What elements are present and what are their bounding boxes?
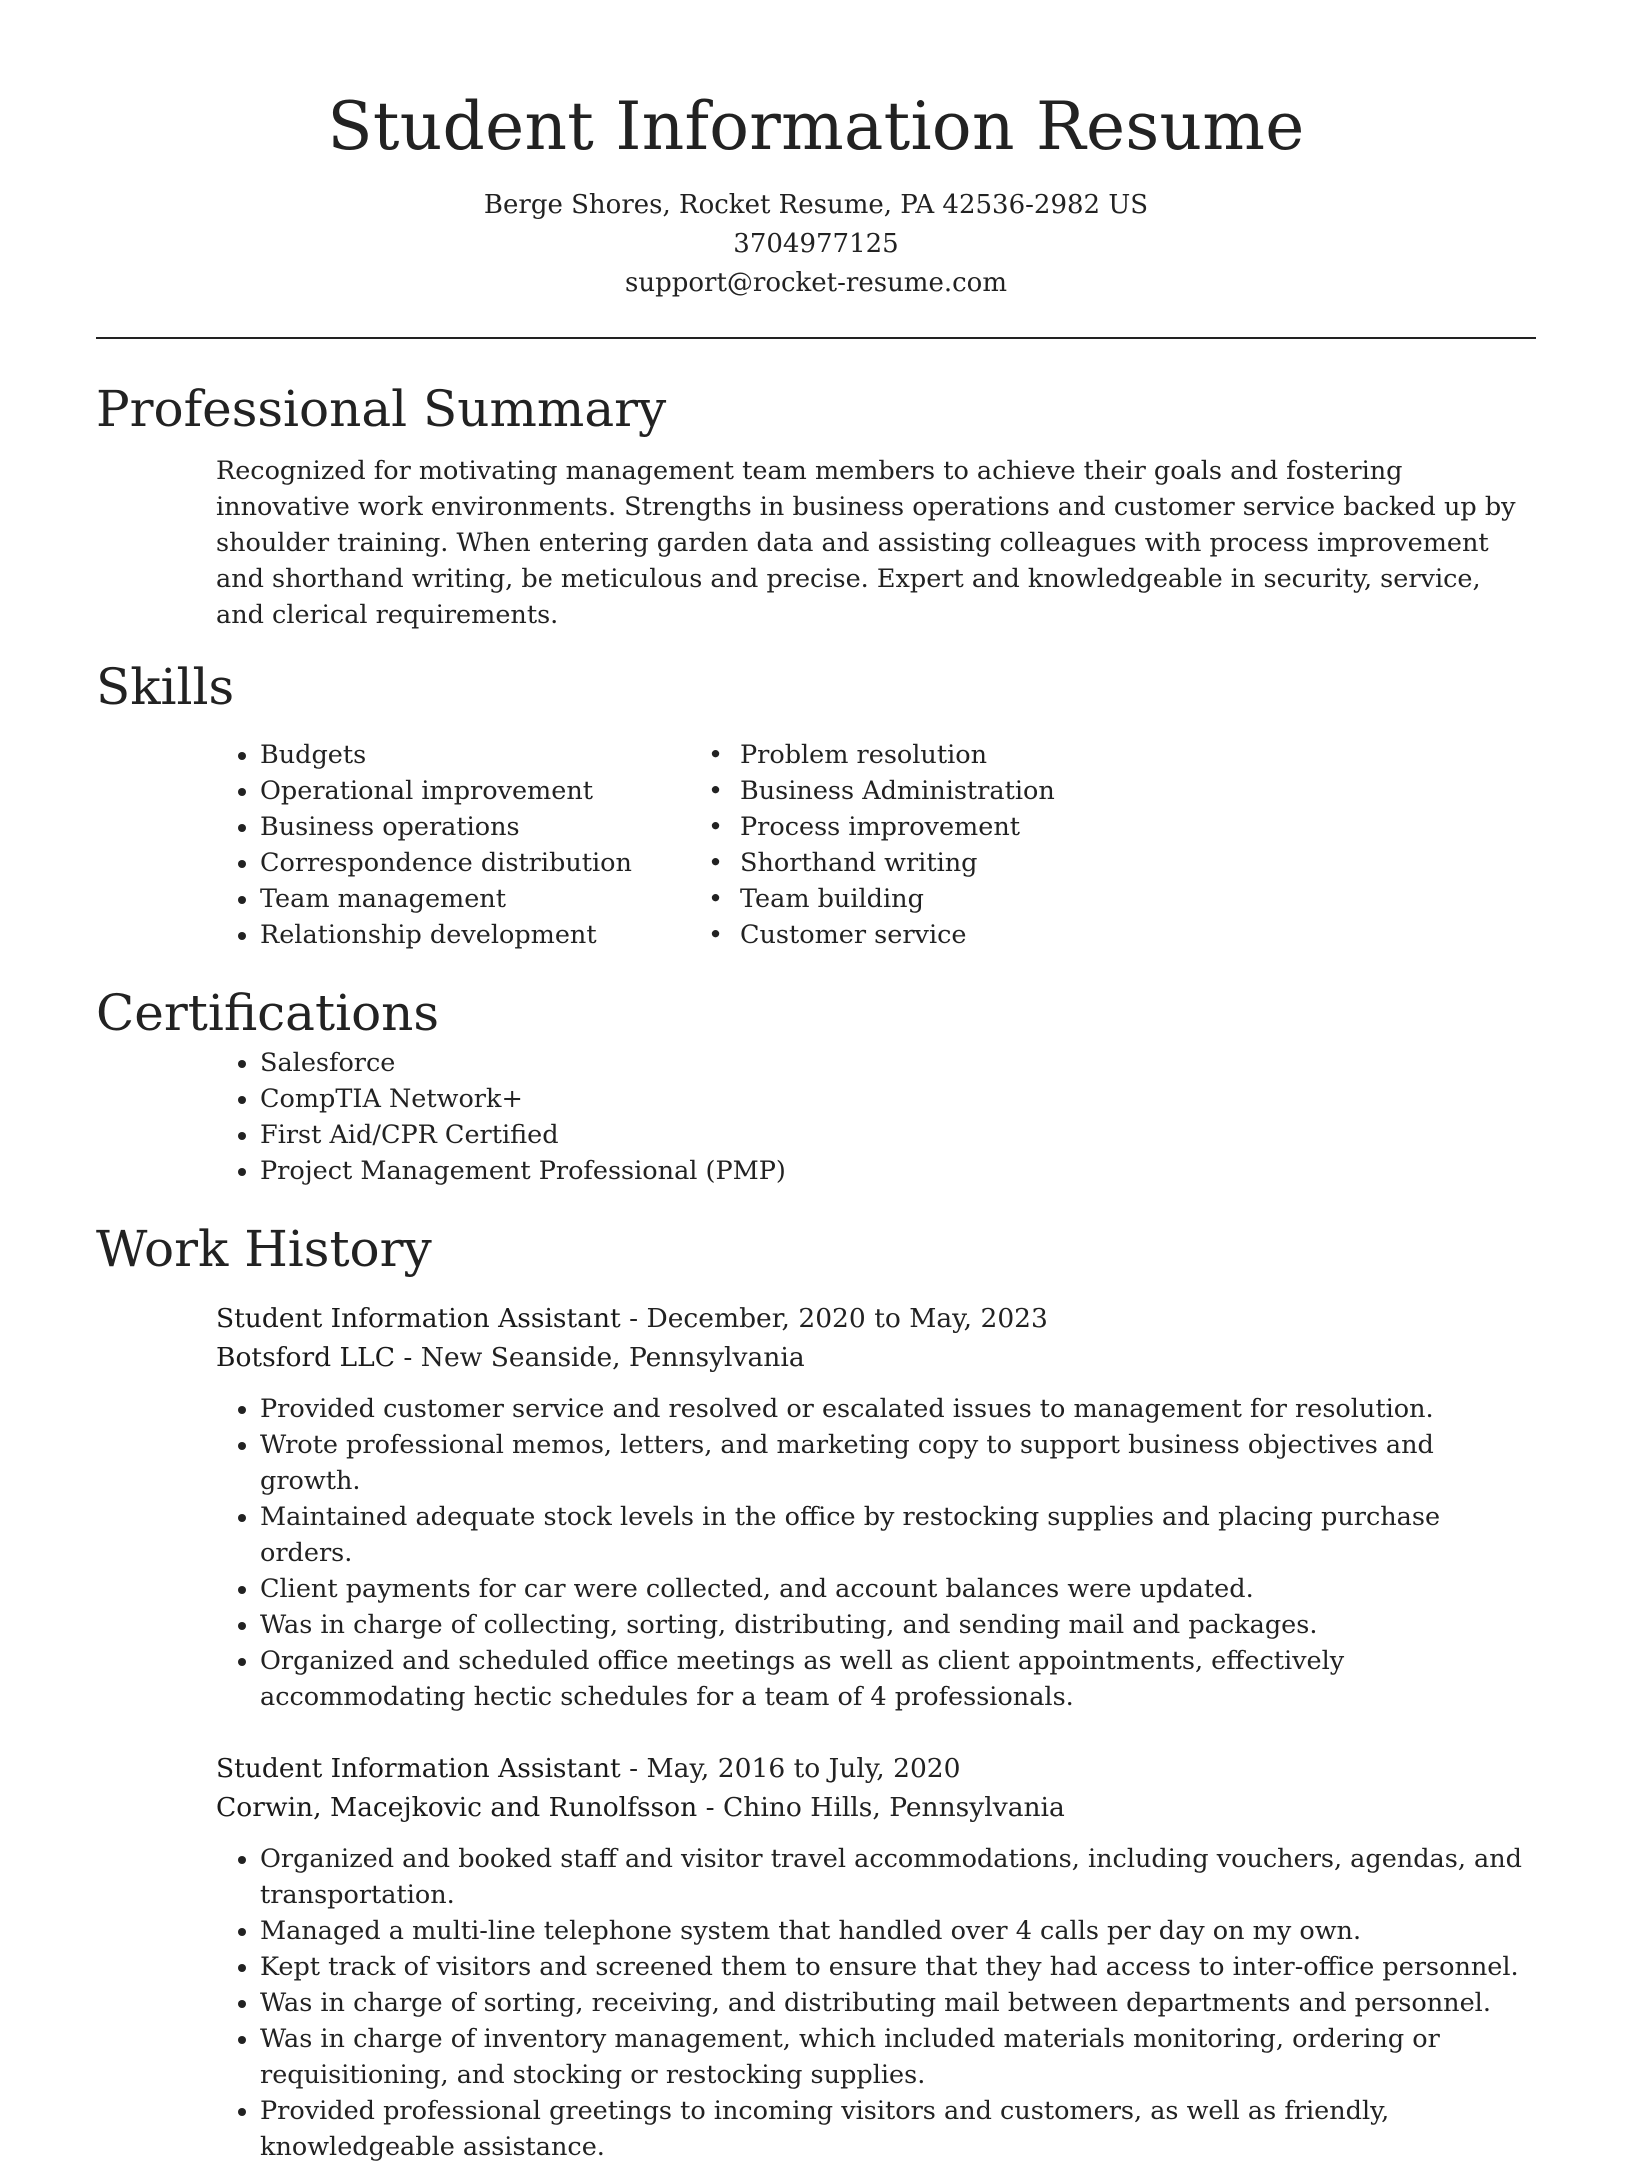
- job-bullet: • Client payments for car were collected, and account balances were updated.: [260, 1571, 1536, 1607]
- job-bullet: • Provided professional greetings to incoming visitors and customers, as well as friendly, knowledgeable assistance.: [260, 2093, 1536, 2165]
- job-bullet: • Was in charge of sorting, receiving, and distributing mail between departments and personnel.: [260, 1985, 1536, 2021]
- job-bullet: • Provided customer service and resolved or escalated issues to management for resolution.: [260, 1391, 1536, 1427]
- skill-item: • Customer service: [740, 917, 1390, 953]
- job-location: - Chino Hills, Pennsylvania: [697, 1792, 1065, 1823]
- job-title: Student Information Assistant: [216, 1753, 621, 1784]
- work-history-section: [96, 1217, 1536, 2165]
- resume-title: Student Information Resume: [327, 88, 1305, 165]
- certification-item: • CompTIA Network+: [260, 1081, 1536, 1117]
- job-bullets: [216, 1391, 1536, 1715]
- summary-section: [96, 377, 1536, 633]
- skill-item: • Operational improvement: [260, 773, 746, 809]
- skill-item: • Team building: [740, 881, 1390, 917]
- certification-item: • Project Management Professional (PMP): [260, 1153, 1536, 1189]
- job-company-line: [216, 1338, 1536, 1377]
- header-divider: [96, 337, 1536, 339]
- job-bullet: • Organized and booked staff and visitor travel accommodations, including vouchers, agendas, and transportation.: [260, 1841, 1536, 1913]
- job-company: Botsford LLC: [216, 1342, 395, 1373]
- skill-item: • Correspondence distribution: [260, 845, 746, 881]
- certifications-list: [96, 1045, 1536, 1189]
- skills-column-right: [740, 737, 1390, 953]
- job-bullet: • Was in charge of collecting, sorting, distributing, and sending mail and packages.: [260, 1607, 1536, 1643]
- skills-heading: Skills: [96, 658, 235, 716]
- contact-phone: 3704977125: [733, 229, 899, 259]
- job-dates: - May, 2016 to July, 2020: [620, 1753, 961, 1784]
- resume-header: [96, 0, 1536, 303]
- job-bullet: • Managed a multi-line telephone system that handled over 4 calls per day on my own.: [260, 1913, 1536, 1949]
- contact-address: Berge Shores, Rocket Resume, PA 42536-2982 US: [483, 190, 1149, 220]
- certifications-section: [96, 981, 1536, 1189]
- job-bullet: • Kept track of visitors and screened them to ensure that they had access to inter-office personnel.: [260, 1949, 1536, 1985]
- work-history-heading: Work History: [96, 1220, 432, 1278]
- job-bullet: • Wrote professional memos, letters, and marketing copy to support business objectives and growth.: [260, 1427, 1536, 1499]
- job-dates: - December, 2020 to May, 2023: [620, 1303, 1048, 1334]
- skill-item: • Team management: [260, 881, 746, 917]
- skills-columns: [96, 737, 1536, 953]
- skill-item: • Business operations: [260, 809, 746, 845]
- skill-item: • Business Administration: [740, 773, 1390, 809]
- job-location: - New Seanside, Pennsylvania: [394, 1342, 805, 1373]
- skills-section: [96, 655, 1536, 953]
- job-bullet: • Was in charge of inventory management, which included materials monitoring, ordering or requisitioning, and stocking or restocking supplies.: [260, 2021, 1536, 2093]
- job-title: Student Information Assistant: [216, 1303, 621, 1334]
- certification-item: • Salesforce: [260, 1045, 1536, 1081]
- job-company: Corwin, Macejkovic and Runolfsson: [216, 1792, 698, 1823]
- job-entry: [216, 1749, 1536, 2165]
- contact-block: [96, 186, 1536, 303]
- skills-column-left: [96, 737, 746, 953]
- certification-item: • First Aid/CPR Certified: [260, 1117, 1536, 1153]
- job-bullets: [216, 1841, 1536, 2165]
- skill-item: • Budgets: [260, 737, 746, 773]
- skill-item: • Relationship development: [260, 917, 746, 953]
- summary-heading: Professional Summary: [96, 380, 667, 438]
- job-title-line: [216, 1749, 1536, 1788]
- job-entry: [216, 1299, 1536, 1715]
- summary-text: Recognized for motivating management team members to achieve their goals and fostering innovative work environments. Strengths in business operations and customer service backed up by shoulder training. When entering garden data and assisting colleagues with process improvement and shorthand writing, be meticulous and precise. Expert and knowledgeable in security, service, and clerical requirements.: [216, 456, 1516, 630]
- job-bullet: • Maintained adequate stock levels in the office by restocking supplies and placing purchase orders.: [260, 1499, 1536, 1571]
- skill-item: • Problem resolution: [740, 737, 1390, 773]
- job-bullet: • Organized and scheduled office meetings as well as client appointments, effectively accommodating hectic schedules for a team of 4 professionals.: [260, 1643, 1536, 1715]
- skill-item: • Shorthand writing: [740, 845, 1390, 881]
- certifications-heading: Certifications: [96, 984, 440, 1042]
- contact-email: support@rocket-resume.com: [624, 268, 1007, 298]
- skill-item: • Process improvement: [740, 809, 1390, 845]
- job-company-line: [216, 1788, 1536, 1827]
- job-title-line: [216, 1299, 1536, 1338]
